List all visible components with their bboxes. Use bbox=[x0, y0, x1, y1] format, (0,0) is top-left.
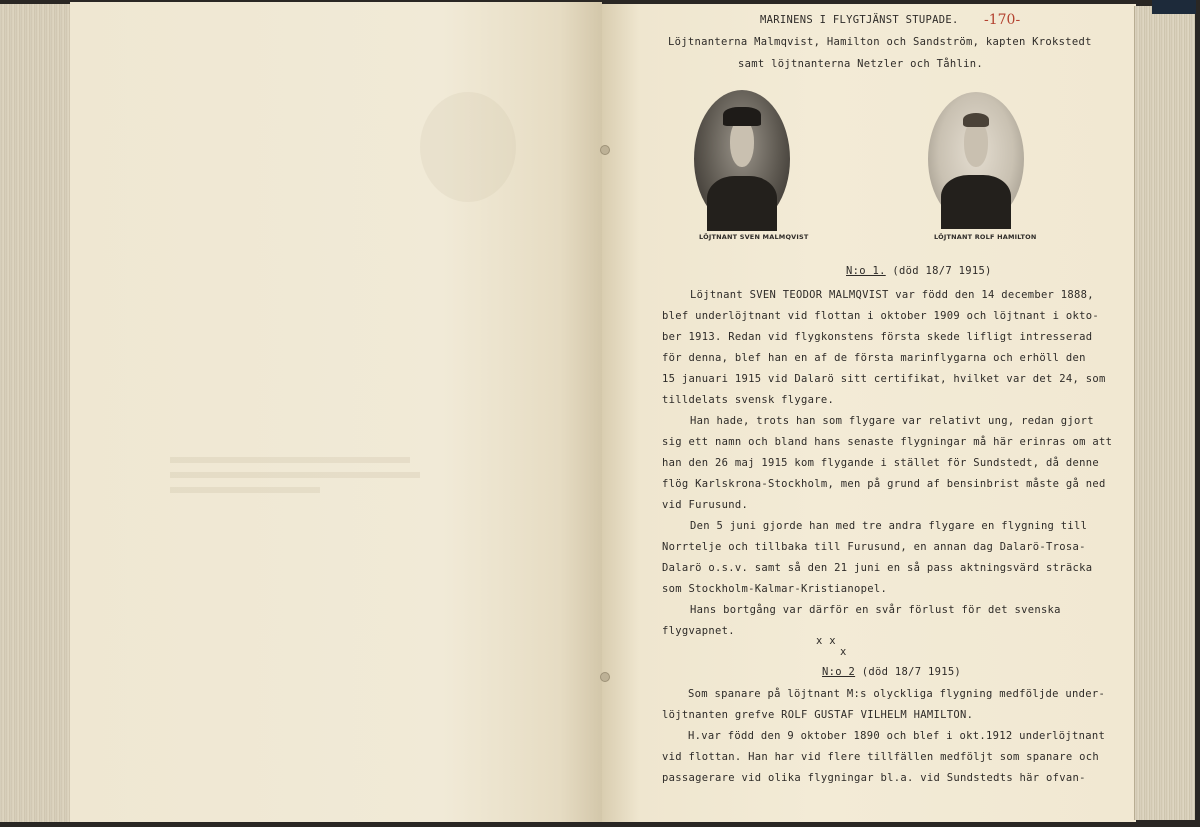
bleed-through-text bbox=[170, 487, 320, 493]
text-line: tilldelats svensk flygare. bbox=[662, 394, 835, 406]
text-line: ber 1913. Redan vid flygkonstens första skede lifligt intresserad bbox=[662, 331, 1093, 343]
text-line: Den 5 juni gjorde han med tre andra flygare en flygning till bbox=[690, 520, 1088, 532]
text-line: för denna, blef han en af de första marinflygarna och erhöll den bbox=[662, 352, 1086, 364]
text-line: Hans bortgång var därför en svår förlust för det svenska bbox=[690, 604, 1061, 616]
hair bbox=[963, 113, 990, 126]
left-page-blank bbox=[70, 2, 602, 822]
text-line: Norrtelje och tillbaka till Furusund, en annan dag Dalarö-Trosa- bbox=[662, 541, 1086, 553]
section-number: N:o 1. bbox=[846, 265, 886, 277]
header-names-line-2: samt löjtnanterna Netzler och Tåhlin. bbox=[738, 58, 983, 70]
separator-bottom: x bbox=[840, 646, 847, 658]
text-line: flygvapnet. bbox=[662, 625, 735, 637]
text-line: sig ett namn och bland hans senaste flygningar må här erinras om att bbox=[662, 436, 1113, 448]
bleed-through-text bbox=[170, 457, 410, 463]
section-date: (död 18/7 1915) bbox=[861, 666, 962, 678]
bleed-through-text bbox=[170, 472, 420, 478]
text-line: H.var född den 9 oktober 1890 och blef i okt.1912 underlöjtnant bbox=[688, 730, 1106, 742]
portrait-caption: LÖJTNANT SVEN MALMQVIST bbox=[699, 233, 809, 241]
bleed-through-portrait bbox=[420, 92, 516, 202]
portrait-hamilton bbox=[928, 92, 1024, 226]
text-line: Som spanare på löjtnant M:s olyckliga flygning medföljde under- bbox=[688, 688, 1106, 700]
section-date: (död 18/7 1915) bbox=[892, 265, 992, 277]
portrait-caption: LÖJTNANT ROLF HAMILTON bbox=[934, 233, 1037, 241]
face bbox=[730, 120, 753, 167]
binding-hole bbox=[600, 145, 610, 155]
text-line: löjtnanten grefve ROLF GUSTAF VILHELM HAMILTON. bbox=[662, 709, 974, 721]
portrait-malmqvist bbox=[694, 90, 790, 228]
page-edges-left bbox=[0, 4, 73, 822]
text-line: 15 januari 1915 vid Dalarö sitt certifikat, hvilket var det 24, som bbox=[662, 373, 1106, 385]
text-line: Dalarö o.s.v. samt så den 21 juni en så pass aktningsvärd sträcka bbox=[662, 562, 1093, 574]
page-edges-right bbox=[1134, 6, 1195, 820]
text-line: som Stockholm-Kalmar-Kristianopel. bbox=[662, 583, 888, 595]
uniform-coat bbox=[941, 175, 1010, 229]
binding-tab bbox=[1152, 0, 1196, 14]
page-number: -170- bbox=[984, 12, 1021, 28]
page-header: MARINENS I FLYGTJÄNST STUPADE. bbox=[760, 14, 959, 26]
header-names-line: Löjtnanterna Malmqvist, Hamilton och Sandström, kapten Krokstedt bbox=[668, 36, 1092, 48]
text-line: Han hade, trots han som flygare var relativt ung, redan gjort bbox=[690, 415, 1094, 427]
text-line: vid Furusund. bbox=[662, 499, 749, 511]
text-line: han den 26 maj 1915 kom flygande i stället för Sundstedt, då denne bbox=[662, 457, 1100, 469]
text-line: flög Karlskrona-Stockholm, men på grund af bensinbrist måste gå ned bbox=[662, 478, 1106, 490]
binding-hole bbox=[600, 672, 610, 682]
text-line: Löjtnant SVEN TEODOR MALMQVIST var född den 14 december 1888, bbox=[690, 289, 1094, 301]
face bbox=[964, 121, 987, 167]
text-line: blef underlöjtnant vid flottan i oktober 1909 och löjtnant i okto- bbox=[662, 310, 1100, 322]
officer-cap bbox=[723, 107, 761, 126]
text-line: passagerare vid olika flygningar bl.a. vid Sundstedts här ofvan- bbox=[662, 772, 1086, 784]
section-heading bbox=[846, 265, 992, 277]
section-heading bbox=[822, 666, 961, 678]
separator-top: x x bbox=[816, 635, 836, 647]
uniform-coat bbox=[707, 176, 776, 231]
section-number: N:o 2 bbox=[822, 666, 856, 678]
text-line: vid flottan. Han har vid flere tillfällen medföljt som spanare och bbox=[662, 751, 1100, 763]
